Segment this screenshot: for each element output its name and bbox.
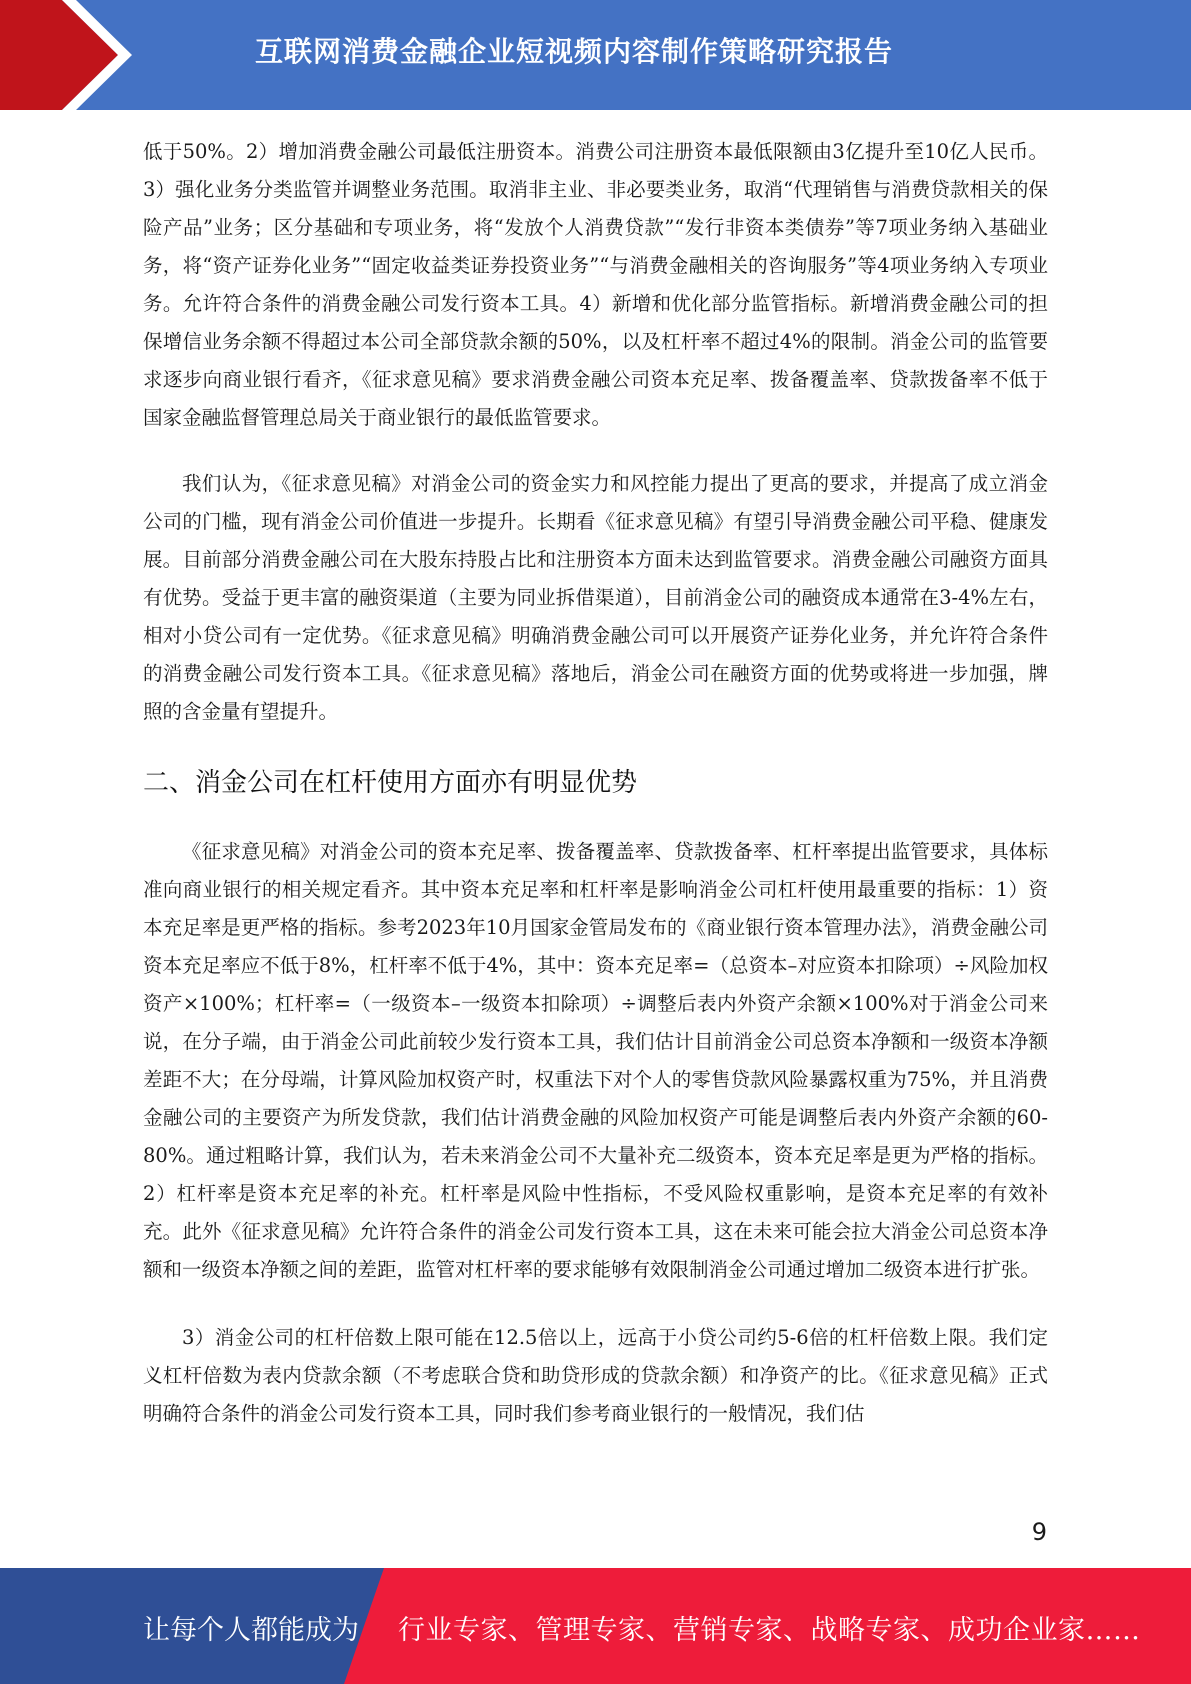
body-paragraph-3: 《征求意见稿》对消金公司的资本充足率、拨备覆盖率、贷款拨备率、杠杆率提出监管要求，具体标准向商业银行的相关规定看齐。其中资本充足率和杠杆率是影响消金公司杠杆使用最重要的指标：1）资本充足率是更严格的指标。参考2023年10月国家金管局发布的《商业银行资本管理办法》，消费金融公司资本充足率应不低于8%，杠杆率不低于4%，其中：资本充足率=（总资本–对应资本扣除项）÷风险加权资产×100%；杠杆率=（一级资本–一级资本扣除项）÷调整后表内外资产余额×100%对于消金公司来说，在分子端，由于消金公司此前较少发行资本工具，我们估计目前消金公司总资本净额和一级资本净额差距不大；在分母端，计算风险加权资产时，权重法下对个人的零售贷款风险暴露权重为75%，并且消费金融公司的主要资产为所发贷款，我们估计消费金融的风险加权资产可能是调整后表内外资产余额的60-80%。通过粗略计算，我们认为，若未来消金公司不大量补充二级资本，资本充足率是更为严格的指标。2）杠杆率是资本充足率的补充。杠杆率是风险中性指标，不受风险权重影响，是资本充足率的有效补充。此外《征求意见稿》允许符合条件的消金公司发行资本工具，这在未来可能会拉大消金公司总资本净额和一级资本净额之间的差距，监管对杠杆率的要求能够有效限制消金公司通过增加二级资本进行扩张。 [143, 840, 1048, 1281]
page-footer [0, 1568, 1191, 1684]
body-paragraph-4: 3）消金公司的杠杆倍数上限可能在12.5倍以上，远高于小贷公司约5-6倍的杠杆倍数上限。我们定义杠杆倍数为表内贷款余额（不考虑联合贷和助贷形成的贷款余额）和净资产的比。《征求意见稿》正式明确符合条件的消金公司发行资本工具，同时我们参考商业银行的一般情况，我们估 [143, 1326, 1048, 1425]
report-title: 互联网消费金融企业短视频内容制作策略研究报告 [255, 35, 894, 68]
page-number: 9 [1031, 1518, 1047, 1546]
footer-slogan-right: 行业专家、管理专家、营销专家、战略专家、成功企业家…… [398, 1615, 1141, 1646]
page-header [0, 0, 1191, 110]
footer-slogan-left: 让每个人都能成为 [143, 1615, 359, 1646]
body-paragraph-1: 低于50%。2）增加消费金融公司最低注册资本。消费公司注册资本最低限额由3亿提升至10亿人民币。3）强化业务分类监管并调整业务范围。取消非主业、非必要类业务，取消“代理销售与消费贷款相关的保险产品”业务；区分基础和专项业务，将“发放个人消费贷款”“发行非资本类债券”等7项业务纳入基础业务，将“资产证券化业务”“固定收益类证券投资业务”“与消费金融相关的咨询服务”等4项业务纳入专项业务。允许符合条件的消费金融公司发行资本工具。4）新增和优化部分监管指标。新增消费金融公司的担保增信业务余额不得超过本公司全部贷款余额的50%，以及杠杆率不超过4%的限制。消金公司的监管要求逐步向商业银行看齐，《征求意见稿》要求消费金融公司资本充足率、拨备覆盖率、贷款拨备率不低于国家金融监督管理总局关于商业银行的最低监管要求。 [143, 140, 1048, 429]
section-heading: 二、消金公司在杠杆使用方面亦有明显优势 [143, 768, 638, 798]
header-chevron-graphic [0, 0, 160, 110]
body-paragraph-2: 我们认为，《征求意见稿》对消金公司的资金实力和风控能力提出了更高的要求，并提高了成立消金公司的门槛，现有消金公司价值进一步提升。长期看《征求意见稿》有望引导消费金融公司平稳、健康发展。目前部分消费金融公司在大股东持股占比和注册资本方面未达到监管要求。消费金融公司融资方面具有优势。受益于更丰富的融资渠道（主要为同业拆借渠道），目前消金公司的融资成本通常在3-4%左右，相对小贷公司有一定优势。《征求意见稿》明确消费金融公司可以开展资产证券化业务，并允许符合条件的消费金融公司发行资本工具。《征求意见稿》落地后，消金公司在融资方面的优势或将进一步加强，牌照的含金量有望提升。 [143, 472, 1048, 723]
document-body [143, 133, 1048, 1433]
